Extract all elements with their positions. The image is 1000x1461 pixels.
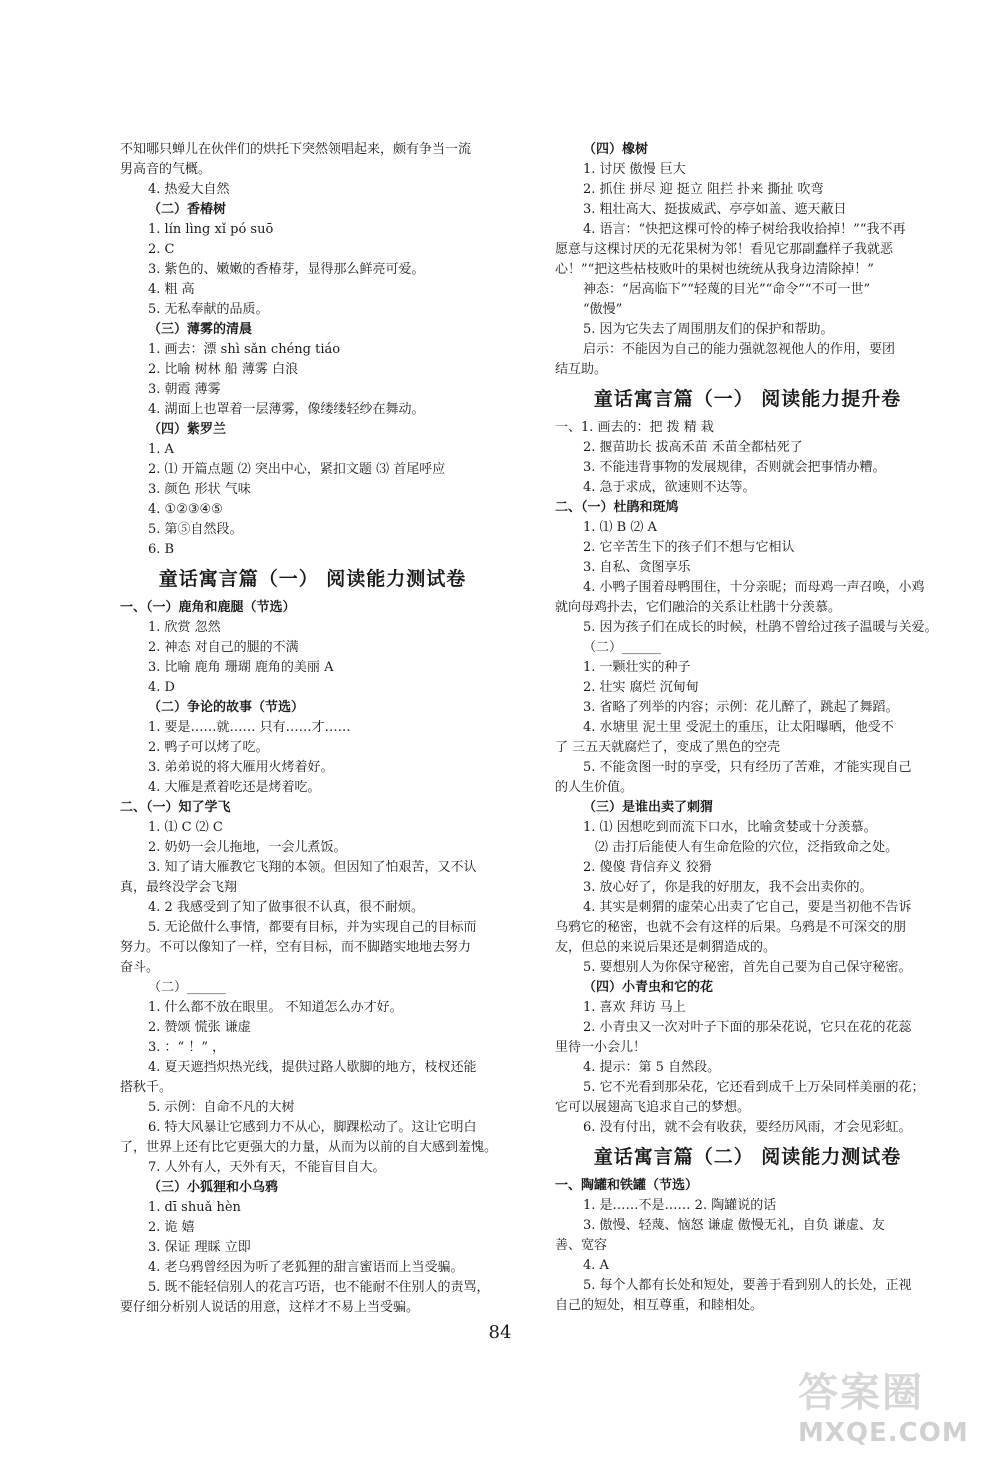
- answer-line: 1. lín lìng xǐ pó suō: [148, 222, 274, 237]
- answer-line: 4. 提示：第 5 自然段。: [583, 1060, 721, 1075]
- answer-line: 1. 喜欢 拜访 马上: [583, 1000, 686, 1015]
- answer-line: 4. A: [583, 1258, 609, 1273]
- answer-line: 4. 热爱大自然: [148, 182, 230, 197]
- answer-line: 不知哪只蝉儿在伙伴们的烘托下突然领唱起来，颇有争当一流: [120, 142, 472, 157]
- answer-line: 1. 一颗壮实的种子: [583, 660, 691, 675]
- question-heading: （三）薄雾的清晨: [148, 322, 253, 337]
- answer-line: 2. 诡 嬉: [148, 1220, 195, 1235]
- answer-line: 就向母鸡扑去，它们融洽的关系让杜鹃十分羡慕。: [555, 600, 842, 615]
- answer-line: 1. 要是……就…… 只有……才……: [148, 720, 351, 735]
- answer-line: 4. 夏天遮挡炽热光线，提供过路人歇脚的地方，枝杈还能: [148, 1060, 477, 1075]
- answer-line: 5. 第⑤自然段。: [148, 522, 243, 537]
- section-title: 童话寓言篇（一） 阅读能力提升卷: [593, 388, 902, 410]
- answer-line: 1. ⑴ C ⑵ C: [148, 820, 223, 835]
- question-heading: （四）橡树: [583, 142, 649, 157]
- answer-line: 2. 比喻 树林 船 薄雾 白浪: [148, 362, 299, 377]
- answer-line: 1. 欣赏 忽然: [148, 620, 221, 635]
- question-heading: 二、（一）杜鹃和斑鸠: [555, 500, 679, 515]
- answer-line: 结互助。: [555, 362, 608, 377]
- answer-line: （二）______: [148, 980, 227, 995]
- answer-line: 1. 画去：漂 shì sǎn chéng tiáo: [148, 342, 341, 357]
- answer-line: 1. 什么都不放在眼里。 不知道怎么办才好。: [148, 1000, 403, 1015]
- answer-line: 6. 特大风暴让它感到力不从心，脚踝松动了。这让它明白: [148, 1120, 477, 1135]
- left-column: [120, 140, 505, 1318]
- question-heading: 一、陶罐和铁罐（节选）: [555, 1178, 699, 1193]
- answer-line: 2. 揠苗助长 拔高禾苗 禾苗全都枯死了: [583, 440, 803, 455]
- answer-line: 3. 知了请大雁教它飞翔的本领。但因知了怕艰苦，又不认: [148, 860, 477, 875]
- answer-line: 6. 没有付出，就不会有收获，要经历风雨，才会见彩虹。: [583, 1120, 912, 1135]
- answer-line: 5. 因为它失去了周围朋友们的保护和帮助。: [583, 322, 834, 337]
- answer-line: 4. 其实是刺猬的虚荣心出卖了它自己，要是当初他不告诉: [583, 900, 912, 915]
- answer-line: 男高音的气概。: [120, 162, 212, 177]
- answer-line: 4. 急于求成，欲速则不达等。: [583, 480, 756, 495]
- answer-line: 3. 放心好了，你是我的好朋友，我不会出卖你的。: [583, 880, 873, 895]
- answer-line: 心！”“把这些枯枝败叶的果树也统统从我身边清除掉！”: [555, 262, 874, 277]
- answer-line: 1. 是……不是…… 2. 陶罐说的话: [583, 1198, 777, 1213]
- answer-line: 真，最终没学会飞翔: [120, 880, 238, 895]
- answer-line: 5. 无论做什么事情，都要有目标，并为实现自己的目标而: [148, 920, 477, 935]
- answer-line: 里待一小会儿！: [555, 1040, 647, 1055]
- question-heading: （四）紫罗兰: [148, 422, 227, 437]
- right-column: [555, 140, 940, 1316]
- question-heading: （四）小青虫和它的花: [583, 980, 714, 995]
- answer-line: 2. 赞颂 慌张 谦虚: [148, 1020, 251, 1035]
- question-heading: （三）是谁出卖了刺猬: [583, 800, 714, 815]
- answer-line: 7. 人外有人，天外有天，不能盲目自大。: [148, 1160, 386, 1175]
- answer-line: 5. 示例：自命不凡的大树: [148, 1100, 295, 1115]
- answer-line: 3. ：“ ！” ，: [148, 1040, 226, 1055]
- answer-line: 愿意与这棵讨厌的无花果树为邻！看见它那副蠢样子我就恶: [555, 242, 894, 257]
- answer-line: 2. C: [148, 242, 175, 257]
- answer-line: 2. ⑴ 开篇点题 ⑵ 突出中心，紧扣文题 ⑶ 首尾呼应: [148, 462, 446, 477]
- answer-line: 3. 不能违背事物的发展规律，否则就会把事情办糟。: [583, 460, 886, 475]
- answer-line: 4. 水塘里 泥土里 受泥土的重压，让太阳曝晒，他受不: [583, 720, 894, 735]
- section-title: 童话寓言篇（一） 阅读能力测试卷: [158, 568, 467, 590]
- answer-line: 自己的短处，相互尊重，和睦相处。: [555, 1298, 764, 1313]
- answer-line: 它可以展翅高飞追求自己的梦想。: [555, 1100, 751, 1115]
- answer-line: 4. 老乌鸦曾经因为听了老狐狸的甜言蜜语而上当受骗。: [148, 1260, 464, 1275]
- watermark-mark: 答案圈: [798, 1370, 924, 1416]
- watermark-logo: [798, 1361, 978, 1451]
- section-title: 童话寓言篇（二） 阅读能力测试卷: [593, 1146, 902, 1168]
- answer-line: 4. ①②③④⑤: [148, 502, 223, 517]
- answer-line: （二）______: [583, 640, 662, 655]
- answer-line: 4. 小鸭子围着母鸭围住，十分亲昵；而母鸡一声召唤，小鸡: [583, 580, 925, 595]
- answer-line: 3. 傲慢、轻蔑、恼怒 谦虚 傲慢无礼，自负 谦虚、友: [583, 1218, 885, 1233]
- answer-line: 友，但总的来说后果还是刺猬造成的。: [555, 940, 777, 955]
- answer-line: 4. 2 我感受到了知了做事很不认真，很不耐烦。: [148, 900, 424, 915]
- answer-line: 2. 它辛苦生下的孩子们不想与它相认: [583, 540, 795, 555]
- answer-line: 了，世界上还有比它更强大的力量，从而为以前的自大感到羞愧。: [120, 1140, 498, 1155]
- answer-line: 了 三五天就腐烂了，变成了黑色的空壳: [555, 740, 781, 755]
- question-heading: 二、（一）知了学飞: [120, 800, 231, 815]
- answer-line: 5. 因为孩子们在成长的时候，杜鹃不曾给过孩子温暖与关爱。: [583, 620, 938, 635]
- answer-line: 神态：“居高临下”“轻蔑的目光”“命令”“不可一世”: [583, 282, 871, 297]
- answer-line: 1. ⑴ B ⑵ A: [583, 520, 657, 535]
- page-number: 84: [488, 1322, 512, 1343]
- answer-line: 乌鸦它的秘密，也就不会有这样的后果。乌鸦是不可深交的朋: [555, 920, 907, 935]
- watermark-url: MXQE.COM: [798, 1418, 969, 1448]
- answer-line: 4. 语言：“快把这棵可怜的棒子树给我收拾掉！”“我不再: [583, 222, 906, 237]
- answer-line: ⑵ 击打后能使人有生命危险的穴位，泛指致命之处。: [595, 840, 899, 855]
- answer-line: 善、宽容: [555, 1238, 608, 1253]
- answer-line: 3. 省略了列举的内容；示例：花儿醉了，跳起了舞蹈。: [583, 700, 899, 715]
- answer-line: 5. 无私奉献的品质。: [148, 302, 269, 317]
- answer-line: 5. 不能贪图一时的享受，只有经历了苦难，才能实现自己: [583, 760, 912, 775]
- answer-line: 1. dī shuǎ hèn: [148, 1200, 241, 1215]
- answer-line: 2. 抓住 拼尽 迎 挺立 阻拦 扑来 撕扯 吹弯: [583, 182, 824, 197]
- question-heading: （二）香椿树: [148, 202, 227, 217]
- answer-line: 启示：不能因为自己的能力强就忽视他人的作用，要团: [583, 342, 896, 357]
- answer-line: 一、1. 画去的：把 拨 精 栽: [555, 420, 714, 435]
- answer-line: 2. 神态 对自己的腿的不满: [148, 640, 299, 655]
- answer-line: 3. 自私、贪图享乐: [583, 560, 691, 575]
- question-heading: （三）小狐狸和小乌鸦: [148, 1180, 279, 1195]
- answer-line: 奋斗。: [120, 960, 160, 975]
- answer-line: 3. 比喻 鹿角 珊瑚 鹿角的美丽 A: [148, 660, 334, 675]
- answer-line: 5. 每个人都有长处和短处，要善于看到别人的长处，正视: [583, 1278, 912, 1293]
- answer-line: 3. 保证 理睬 立即: [148, 1240, 251, 1255]
- question-heading: （二）争论的故事（节选）: [148, 700, 305, 715]
- answer-line: 5. 它不光看到那朵花，它还看到成千上万朵同样美丽的花；: [583, 1080, 925, 1095]
- question-heading: 一、（一）鹿角和鹿腿（节选）: [120, 600, 296, 615]
- answer-line: 5. 既不能轻信别人的花言巧语，也不能耐不住别人的责骂，: [148, 1280, 490, 1295]
- answer-line: 2. 壮实 腐烂 沉甸甸: [583, 680, 699, 695]
- answer-line: 4. 大雁是煮着吃还是烤着吃。: [148, 780, 321, 795]
- answer-line: 3. 粗壮高大、挺拔威武、亭亭如盖、遮天蔽日: [583, 202, 847, 217]
- answer-line: 4. 湖面上也罩着一层薄雾，像缕缕轻纱在舞动。: [148, 402, 425, 417]
- answer-line: 4. D: [148, 680, 175, 695]
- answer-line: 3. 颜色 形状 气味: [148, 482, 251, 497]
- answer-line: 努力。不可以像知了一样，空有目标，而不脚踏实地地去努力: [120, 940, 472, 955]
- answer-line: 1. ⑴ 因想吃到而流下口水，比喻贪婪或十分羡慕。: [583, 820, 877, 835]
- answer-line: 2. 小青虫又一次对叶子下面的那朵花说，它只在花的花蕊: [583, 1020, 912, 1035]
- answer-line: 2. 鸭子可以烤了吃。: [148, 740, 269, 755]
- answer-line: 2. 奶奶一会儿拖地，一会儿煮饭。: [148, 840, 347, 855]
- answer-line: “傲慢”: [583, 302, 623, 317]
- answer-line: 5. 要想别人为你保守秘密，首先自己要为自己保守秘密。: [583, 960, 912, 975]
- answer-line: 3. 朝霞 薄雾: [148, 382, 221, 397]
- answer-line: 要仔细分析别人说话的用意，这样才不易上当受骗。: [120, 1300, 420, 1315]
- answer-line: 3. 紫色的、嫩嫩的香椿芽，显得那么鲜亮可爱。: [148, 262, 425, 277]
- answer-line: 6. B: [148, 542, 175, 557]
- answer-line: 2. 傻傻 背信弃义 狡猾: [583, 860, 712, 875]
- answer-line: 的人生价值。: [555, 780, 634, 795]
- answer-line: 4. 粗 高: [148, 282, 195, 297]
- answer-line: 搭秋千。: [120, 1080, 173, 1095]
- answer-line: 1. A: [148, 442, 174, 457]
- answer-line: 1. 讨厌 傲慢 巨大: [583, 162, 686, 177]
- answer-line: 3. 弟弟说的将大雁用火烤着好。: [148, 760, 334, 775]
